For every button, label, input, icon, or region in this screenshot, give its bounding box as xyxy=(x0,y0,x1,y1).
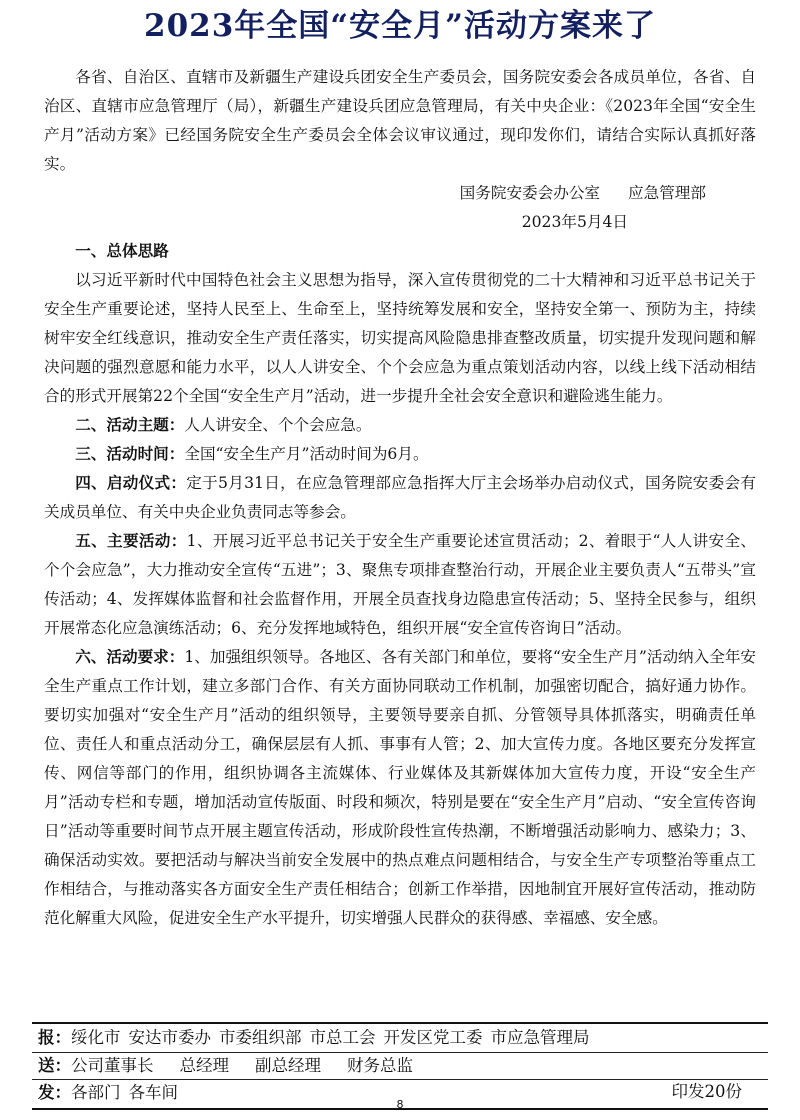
section-3 xyxy=(44,440,756,469)
report-item: 市委组织部 xyxy=(219,1028,302,1047)
report-row xyxy=(38,1025,598,1051)
copies-count: 印发20份 xyxy=(671,1082,742,1101)
document-title: 2023年全国“安全月”活动方案来了 xyxy=(144,8,656,44)
section-4-body: 定于5月31日，在应急管理部应急指挥大厅主会场举办启动仪式，国务院安委会有关成员单位、有关中央企业负责同志等参会。 xyxy=(44,474,756,521)
section-6 xyxy=(44,643,756,933)
section-5-heading: 五、主要活动： xyxy=(75,532,187,550)
section-4 xyxy=(44,469,756,527)
report-item: 市总工会 xyxy=(309,1028,376,1047)
send-row xyxy=(38,1053,421,1079)
section-2 xyxy=(44,411,756,440)
send-item: 财务总监 xyxy=(347,1056,413,1075)
send-item: 总经理 xyxy=(179,1056,229,1075)
report-label: 报： xyxy=(38,1028,71,1047)
section-2-heading: 二、活动主题： xyxy=(75,416,185,434)
section-2-body: 人人讲安全、个个会应急。 xyxy=(184,416,372,434)
section-6-body: 1、加强组织领导。各地区、各有关部门和单位，要将“安全生产月”活动纳入全年安全生产重点工作计划，建立多部门合作、有关方面协同联动工作机制，加强密切配合，搞好通力协作。要切实加强对“安全生产月”活动的组织领导，主要领导要亲自抓、分管领导具体抓落实，明确责任单位、责任人和重点活动分工，确保层层有人抓、事事有人管；2、加大宣传力度。各地区要充分发挥宣传、网信等部门的作用，组织协调各主流媒体、行业媒体及其新媒体加大宣传力度，开设“安全生产月”活动专栏和专题，增加活动宣传版面、时段和频次，特别是要在“安全生产月”启动、“安全宣传咨询日”活动等重要时间节点开展主题宣传活动，形成阶段性宣传热潮，不断增强活动影响力、感染力；3、确保活动实效。要把活动与解决当前安全发展中的热点难点问题相结合，与安全生产专项整治等重点工作相结合，与推动落实各方面安全生产责任相结合；创新工作举措，因地制宜开展好宣传活动，推动防范化解重大风险，促进安全生产水平提升，切实增强人民群众的获得感、幸福感、安全感。 xyxy=(44,648,757,927)
section-1-heading: 一、总体思路 xyxy=(75,242,169,260)
section-3-heading: 三、活动时间： xyxy=(75,445,185,463)
send-item: 公司董事长 xyxy=(71,1056,154,1075)
signature-orgs xyxy=(44,179,756,208)
intro-paragraph: 各省、自治区、直辖市及新疆生产建设兵团安全生产委员会，国务院安委会各成员单位，各省、自治区、直辖市应急管理厅（局），新疆生产建设兵团应急管理局，有关中央企业：《2023年全国“安全生产月”活动方案》已经国务院安全生产委员会全体会议审议通过，现印发你们，请结合实际认真抓好落实。 xyxy=(44,68,756,173)
page-number: 8 xyxy=(396,1098,404,1111)
report-item: 开发区党工委 xyxy=(383,1028,483,1047)
report-item: 安达市委办 xyxy=(128,1028,211,1047)
section-1-body: 以习近平新时代中国特色社会主义思想为指导，深入宣传贯彻党的二十大精神和习近平总书记关于安全生产重要论述，坚持人民至上、生命至上，坚持统筹发展和安全，坚持安全第一、预防为主，持续树牢安全红线意识，推动安全生产责任落实，切实提高风险隐患排查整改质量，切实提升发现问题和解决问题的强烈意愿和能力水平，以人人讲安全、个个会应急为重点策划活动内容，以线上线下活动相结合的形式开展第22个全国“安全生产月”活动，进一步提升全社会安全意识和避险逃生能力。 xyxy=(44,271,756,405)
section-6-heading: 六、活动要求： xyxy=(75,648,185,666)
issue-item: 各部门 xyxy=(71,1083,121,1102)
send-item: 副总经理 xyxy=(255,1056,321,1075)
send-label: 送： xyxy=(38,1056,71,1075)
distribution-footer xyxy=(32,1022,768,1110)
report-item: 市应急管理局 xyxy=(490,1028,590,1047)
issue-item: 各车间 xyxy=(128,1083,178,1102)
section-3-body: 全国“安全生产月”活动时间为6月。 xyxy=(184,445,429,463)
section-5-body: 1、开展习近平总书记关于安全生产重要论述宣贯活动；2、着眼于“人人讲安全、个个会应急”，大力推动安全宣传“五进”；3、聚焦专项排查整治行动，开展企业主要负责人“五带头”宣传活动；4、发挥媒体监督和社会监督作用，开展全员查找身边隐患宣传活动；5、坚持全民参与，组织开展常态化应急演练活动；6、充分发挥地域特色，组织开展“安全宣传咨询日”活动。 xyxy=(44,532,756,637)
report-item: 绥化市 xyxy=(71,1028,121,1047)
section-4-heading: 四、启动仪式： xyxy=(75,474,187,492)
signature-date: 2023年5月4日 xyxy=(521,213,628,231)
signature-org-2: 应急管理部 xyxy=(628,184,706,202)
issue-label: 发： xyxy=(38,1083,71,1102)
signature-org-1: 国务院安委会办公室 xyxy=(459,184,601,202)
section-5 xyxy=(44,527,756,643)
document-body xyxy=(44,63,756,933)
